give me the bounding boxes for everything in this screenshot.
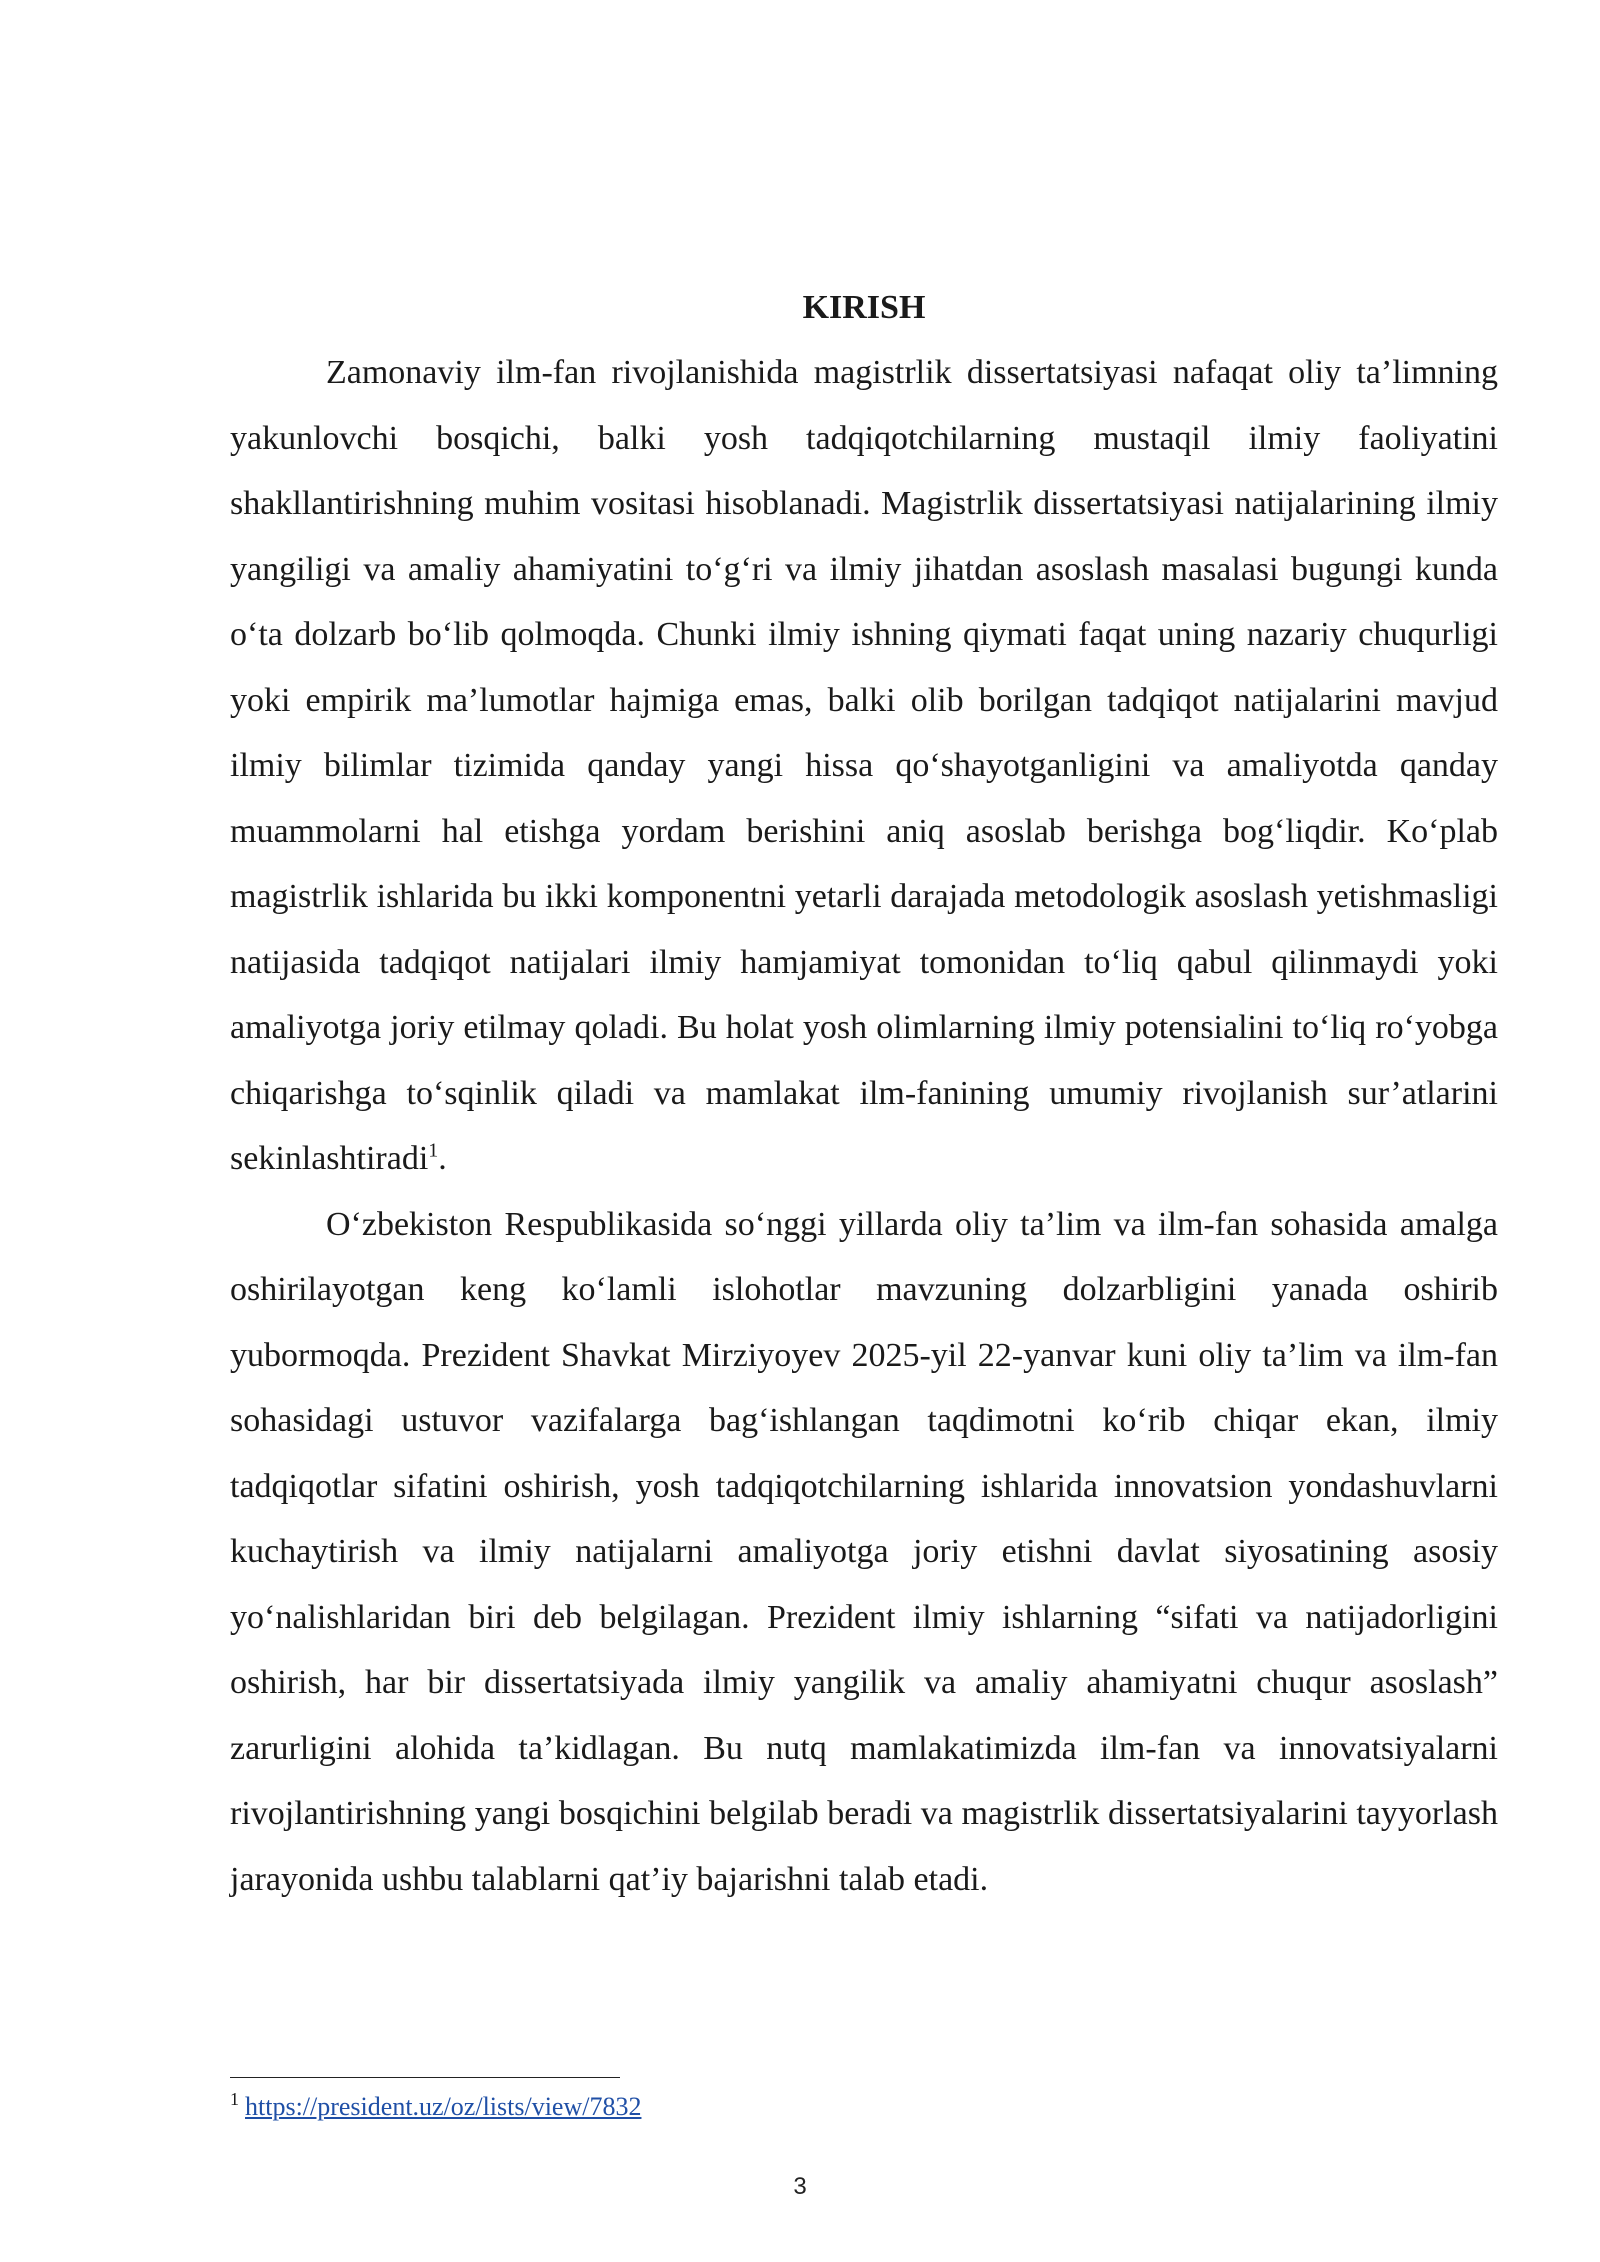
footnote-number: 1: [230, 2089, 239, 2110]
body-text: [230, 340, 1498, 1912]
paragraph-1: [230, 340, 1498, 1192]
section-heading: KIRISH: [802, 289, 926, 326]
footnote-reference[interactable]: 1: [428, 1139, 439, 1162]
page-number: 3: [793, 2173, 807, 2200]
footnote: [230, 2090, 641, 2124]
footnote-separator: [230, 2077, 620, 2078]
footnote-link[interactable]: https://president.uz/oz/lists/view/7832: [245, 2092, 642, 2121]
paragraph-1-text: Zamonaviy ilm-fan rivojlanishida magistrlik dissertatsiyasi nafaqat oliy ta’limning yakunlovchi bosqichi, balki yosh tadqiqotchilarning mustaqil ilmiy faoliyatini shakllantirishning muhim vositasi hisoblanadi. Magistrlik dissertatsiyasi natijalarining ilmiy yangiligi va amaliy ahamiyatini to‘g‘ri va ilmiy jihatdan asoslash masalasi bugungi kunda o‘ta dolzarb bo‘lib qolmoqda. Chunki ilmiy ishning qiymati faqat uning nazariy chuqurligi yoki empirik ma’lumotlar hajmiga emas, balki olib borilgan tadqiqot natijalarini mavjud ilmiy bilimlar tizimida qanday yangi hissa qo‘shayotganligini va amaliyotda qanday muammolarni hal etishga yordam berishini aniq asoslab berishga bog‘liqdir. Ko‘plab magistrlik ishlarida bu ikki komponentni yetarli darajada metodologik asoslash yetishmasligi natijasida tadqiqot natijalari ilmiy hamjamiyat tomonidan to‘liq qabul qilinmaydi yoki amaliyotga joriy etilmay qoladi. Bu holat yosh olimlarning ilmiy potensialini to‘liq ro‘yobga chiqarishga to‘sqinlik qiladi va mamlakat ilm-fanining umumiy rivojlanish sur’atlarini sekinlashtiradi: [230, 354, 1498, 1177]
paragraph-2: O‘zbekiston Respublikasida so‘nggi yillarda oliy ta’lim va ilm-fan sohasida amalga oshirilayotgan keng ko‘lamli islohotlar mavzuning dolzarbligini yanada oshirib yubormoqda. Prezident Shavkat Mirziyoyev 2025-yil 22-yanvar kuni oliy ta’lim va ilm-fan sohasidagi ustuvor vazifalarga bag‘ishlangan taqdimotni ko‘rib chiqar ekan, ilmiy tadqiqotlar sifatini oshirish, yosh tadqiqotchilarning ishlarida innovatsion yondashuvlarni kuchaytirish va ilmiy natijalarni amaliyotga joriy etishni davlat siyosatining asosiy yo‘nalishlaridan biri deb belgilagan. Prezident ilmiy ishlarning “sifati va natijadorligini oshirish, har bir dissertatsiyada ilmiy yangilik va amaliy ahamiyatni chuqur asoslash” zarurligini alohida ta’kidlagan. Bu nutq mamlakatimizda ilm-fan va innovatsiyalarni rivojlantirishning yangi bosqichini belgilab beradi va magistrlik dissertatsiyalarini tayyorlash jarayonida ushbu talablarni qat’iy bajarishni talab etadi.: [230, 1205, 1498, 1898]
paragraph-1-end: .: [438, 1140, 447, 1177]
